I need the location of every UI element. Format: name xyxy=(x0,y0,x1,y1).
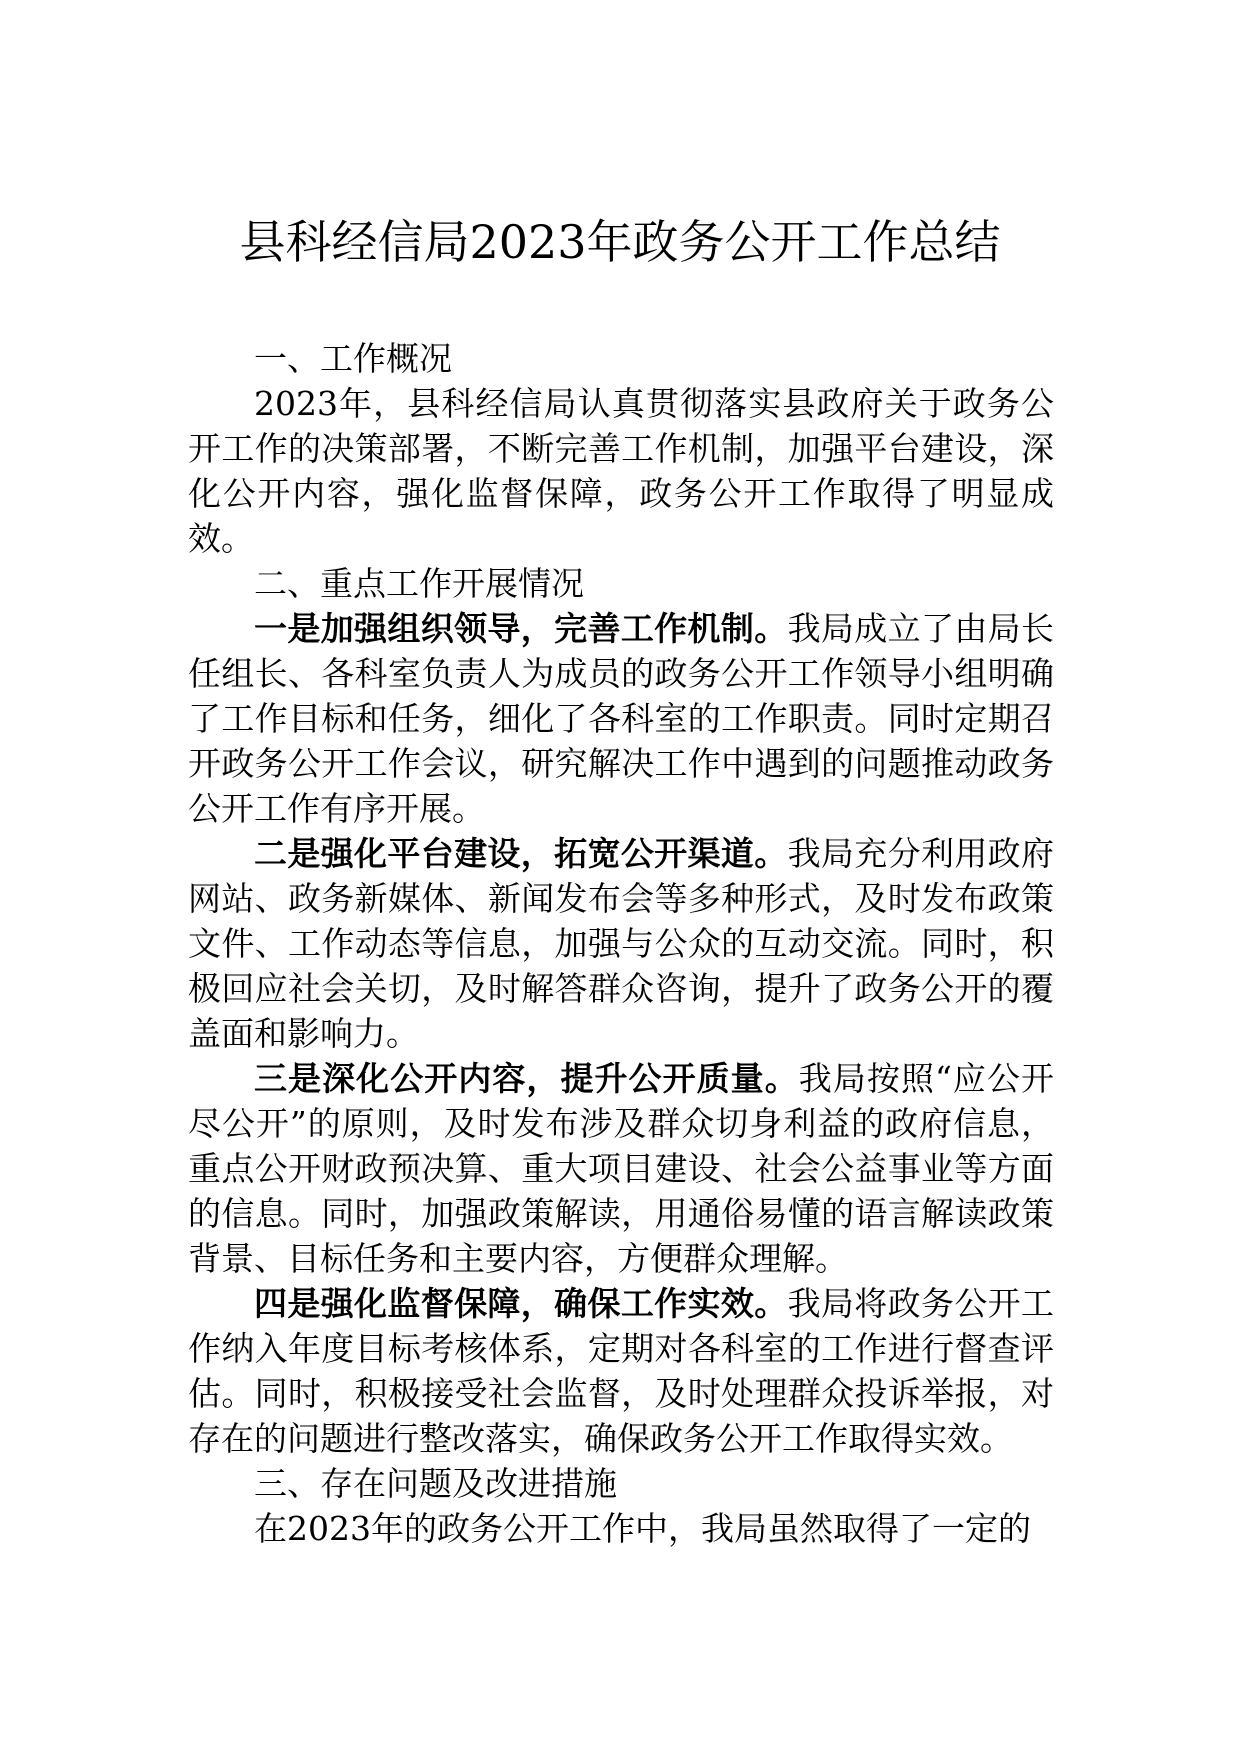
paragraph-lead: 四是强化监督保障，确保工作实效。 xyxy=(254,1284,788,1323)
document-body xyxy=(188,336,1054,1551)
paragraph-lead: 三是深化公开内容，提升公开质量。 xyxy=(254,1059,799,1098)
paragraph-text: 我局成立了由局长任组长、各科室负责人为成员的政务公开工作领导小组明确了工作目标和任务，细化了各科室的工作职责。同时定期召开政务公开工作会议，研究解决工作中遇到的问题推动政务公开工作有序开展。 xyxy=(188,609,1055,828)
paragraph-lead: 二是强化平台建设，拓宽公开渠道。 xyxy=(254,834,788,873)
paragraph-key-work-2 xyxy=(188,831,1054,1056)
paragraph-text: 我局充分利用政府网站、政务新媒体、新闻发布会等多种形式，及时发布政策文件、工作动态等信息，加强与公众的互动交流。同时，积极回应社会关切，及时解答群众咨询，提升了政务公开的覆盖面和影响力。 xyxy=(188,834,1055,1053)
section-heading-overview: 一、工作概况 xyxy=(254,339,452,378)
paragraph-lead: 一是加强组织领导，完善工作机制。 xyxy=(254,609,788,648)
paragraph-overview: 2023年，县科经信局认真贯彻落实县政府关于政务公开工作的决策部署，不断完善工作机制，加强平台建设，深化公开内容，强化监督保障，政务公开工作取得了明显成效。 xyxy=(188,384,1054,558)
document-title: 县科经信局2023年政务公开工作总结 xyxy=(239,215,1001,269)
paragraph-text: 我局将政务公开工作纳入年度目标考核体系，定期对各科室的工作进行督查评估。同时，积极接受社会监督，及时处理群众投诉举报，对存在的问题进行整改落实，确保政务公开工作取得实效。 xyxy=(188,1284,1055,1458)
paragraph-key-work-4 xyxy=(188,1281,1054,1461)
paragraph-key-work-3 xyxy=(188,1056,1054,1281)
section-heading-key-work: 二、重点工作开展情况 xyxy=(254,564,584,603)
paragraph-key-work-1 xyxy=(188,606,1054,831)
paragraph-problems: 在2023年的政务公开工作中，我局虽然取得了一定的 xyxy=(254,1509,1031,1548)
section-heading-problems: 三、存在问题及改进措施 xyxy=(254,1464,617,1503)
paragraph-text: 我局按照“应公开尽公开”的原则，及时发布涉及群众切身利益的政府信息，重点公开财政预决算、重大项目建设、社会公益事业等方面的信息。同时，加强政策解读，用通俗易懂的语言解读政策背景、目标任务和主要内容，方便群众理解。 xyxy=(188,1059,1055,1278)
